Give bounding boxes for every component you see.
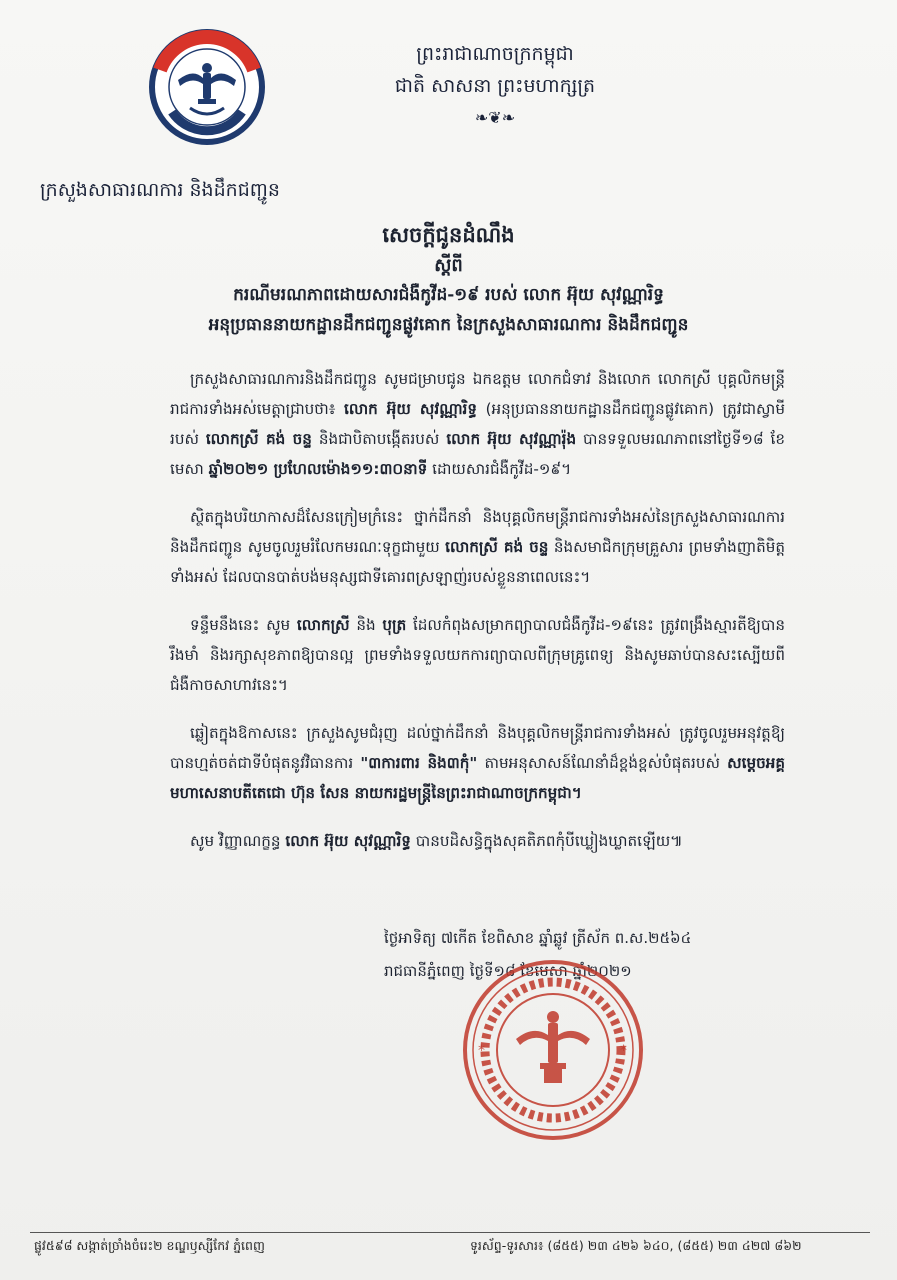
body-text-run: សូម វិញ្ញាណក្ខន្ធ (190, 832, 286, 850)
body-text-run: ឆ្លៀតក្នុងឱកាសនេះ ក្រសួងសូមជំរុញ ដល់ថ្នាក់ដឹកនាំ និងបុគ្គលិកមន្ត្រីរាជការទាំងអស់ ត្រូវចូលរួមអនុវត្តឱ្យបានហ្មត់ចត់ជាទីបំផុតនូវវិធានការ (170, 724, 785, 772)
body-text-run: និងសមាជិកក្រុមគ្រួសារ ព្រមទាំងញាតិមិត្តទាំងអស់ ដែលបានបាត់បង់មនុស្សជាទីគោរពស្រឡាញ់របស់ខ្លួននាពេលនេះ។ (170, 538, 785, 586)
body-text-run: បានទទួលមរណភាពនៅថ្ងៃទី១៨ ខែមេសា (170, 430, 785, 478)
body-text-run: និងជាបិតាបង្កើតរបស់ (311, 430, 447, 448)
lunar-date: ថ្ងៃអាទិត្យ ៧កើត ខែពិសាខ ឆ្នាំឆ្លូវ ត្រីស័ក ព.ស.២៥៦៤ (384, 929, 692, 947)
notice-heading (60, 218, 837, 340)
national-motto: ជាតិ សាសនា ព្រះមហាក្សត្រ (394, 75, 596, 97)
bold-text: លោក អ៊ុយ សុវណ្ណារ៉ុង (446, 430, 577, 448)
body-paragraph (170, 718, 785, 808)
bold-text: ឆ្នាំ២០២១ ប្រហែលម៉ោង១១:៣០នាទី (208, 460, 428, 478)
footer-phone: ទូរស័ព្ទ-ទូរសារ៖ (៨៥៥) ២៣ ៤២៦ ៦៤០, (៨៥៥) ២៣ ៤២៧ ៨៦២ (470, 1238, 802, 1253)
body-text-run: និង (349, 616, 383, 634)
ministry-name: ក្រសួងសាធារណការ និងដឹកជញ្ជូន (40, 179, 280, 201)
subject-label: ស្តីពី (434, 255, 463, 276)
solar-date: រាជធានីភ្នំពេញ ថ្ងៃទី១៨ ខែមេសា ឆ្នាំ២០២១ (384, 962, 632, 980)
bold-text: លោក អ៊ុយ សុវណ្ណារិទ្ធ (285, 832, 411, 850)
svg-text:*: * (620, 1043, 627, 1059)
body-text-run: ទន្ទឹមនឹងនេះ សូម (190, 616, 297, 634)
notice-body (170, 364, 785, 874)
body-text-run: ដោយសារជំងឺកូវីដ-១៩។ (427, 460, 572, 478)
ministry-logo (148, 28, 266, 146)
bold-text: "៣ការពារ និង៣កុំ" (360, 754, 478, 772)
ornament: ❧❦❧ (474, 108, 516, 127)
body-text-run: ដែលកំពុងសម្រាកព្យាបាលជំងឺកូវីដ-១៩នេះ ត្រូវពង្រឹងស្មារតីឱ្យបានរឹងមាំ និងរក្សាសុខភាពឱ្យបានល្អ ព្រមទាំងទទួលយកការព្យាបាលពីក្រុមគ្រូពេទ្យ និងសូមឆាប់បានសះស្បើយពីជំងឺកាចសាហាវនេះ។ (170, 616, 786, 694)
body-paragraph (170, 502, 785, 592)
bold-text: សម្តេចអគ្គមហាសេនាបតីតេជោ ហ៊ុន សែន នាយករដ្ឋមន្ត្រីនៃព្រះរាជាណាចក្រកម្ពុជា។ (170, 754, 786, 802)
subject-line-2: អនុប្រធាននាយកដ្ឋានដឹកជញ្ជូនផ្លូវគោក នៃក្រសួងសាធារណការ និងដឹកជញ្ជូន (208, 315, 689, 335)
footer-address: ផ្លូវ៥៩៨ សង្កាត់ច្រាំងចំរេះ២ ខណ្ឌឫស្សីកែវ ភ្នំពេញ (34, 1238, 265, 1253)
bold-text: លោកស្រី គង់ ចន្ទ (445, 538, 549, 556)
svg-text:*: * (478, 1043, 485, 1059)
bold-text: លោក អ៊ុយ សុវណ្ណារិទ្ធ (344, 400, 478, 418)
body-text-run: ក្រសួងសាធារណការនិងដឹកជញ្ជូន សូមជម្រាបជូន ឯកឧត្តម លោកជំទាវ និងលោក លោកស្រី បុគ្គលិកមន្ត្រីរាជការទាំងអស់មេត្តាជ្រាបថា៖ (170, 370, 785, 418)
bold-text: លោកស្រី គង់ ចន្ទ (205, 430, 312, 448)
subject-line-1: ករណីមរណភាពដោយសារជំងឺកូវីដ-១៩ របស់ លោក អ៊ុយ សុវណ្ណារិទ្ធ (233, 285, 664, 305)
bold-text: បុត្រ (382, 616, 407, 634)
body-paragraph (170, 826, 785, 856)
body-paragraph (170, 364, 785, 484)
kingdom-name: ព្រះរាជាណាចក្រកម្ពុជា (416, 43, 574, 65)
notice-title: សេចក្តីជូនដំណឹង (382, 222, 515, 247)
kingdom-header (360, 38, 630, 134)
ministry-seal (458, 955, 648, 1145)
body-text-run: ស្ថិតក្នុងបរិយាកាសដ៏សែនក្រៀមក្រំនេះ ថ្នាក់ដឹកនាំ និងបុគ្គលិកមន្ត្រីរាជការទាំងអស់នៃក្រសួងសាធារណការនិងដឹកជញ្ជូន សូមចូលរួមរំលែកមរណៈទុក្ខជាមួយ (170, 508, 785, 556)
body-paragraph (170, 610, 785, 700)
body-text-run: បានបដិសន្ធិក្នុងសុគតិភពកុំបីឃ្លៀងឃ្លាតឡើយ៕ (410, 832, 683, 850)
bold-text: លោកស្រី (296, 616, 350, 634)
body-text-run: តាមអនុសាសន៍ណែនាំដ៏ខ្ពង់ខ្ពស់បំផុតរបស់ (477, 754, 728, 772)
body-text-run: (អនុប្រធាននាយកដ្ឋានដឹកជញ្ជូនផ្លូវគោក) ត្រូវជាស្វាមីរបស់ (170, 400, 785, 448)
footer-divider (30, 1232, 870, 1233)
